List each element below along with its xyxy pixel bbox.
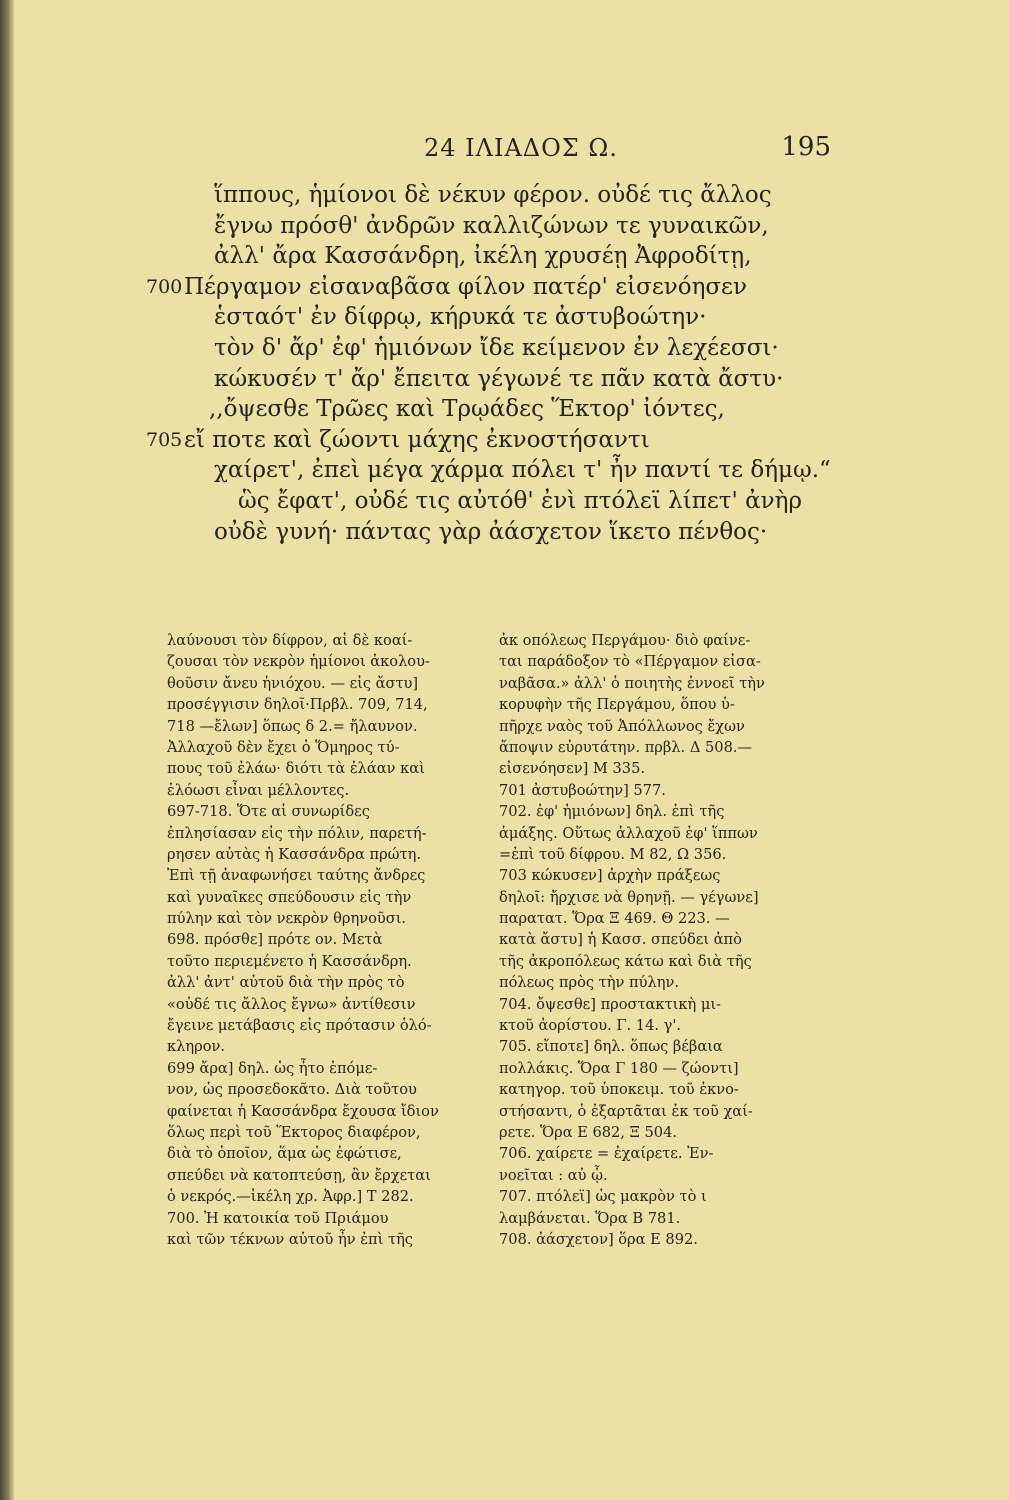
- commentary-line: ρησεν αὐτὰς ἡ Κασσάνδρα πρώτη.: [167, 845, 422, 863]
- commentary-line: ἁμάξης. Οὕτως ἀλλαχοῦ ἐφ' ἵππων: [499, 824, 758, 842]
- page-edge: [0, 0, 14, 1500]
- commentary-line: κατηγορ. τοῦ ὑποκειμ. τοῦ ἐκνο-: [499, 1081, 739, 1099]
- verse-line: [154, 211, 854, 242]
- commentary-line: στήσαντι, ὁ ἐξαρτᾶται ἐκ τοῦ χαί-: [499, 1102, 753, 1120]
- commentary-line: κατὰ ἄστυ] ἡ Κασσ. σπεύδει ἀπὸ: [499, 931, 742, 949]
- page-header: [134, 134, 839, 174]
- verse-line: [154, 302, 854, 333]
- commentary-line: =ἐπὶ τοῦ δίφρου. Μ 82, Ω 356.: [499, 845, 727, 863]
- commentary-line: τοῦτο περιεμένετο ἡ Κασσάνδρη.: [167, 952, 412, 970]
- commentary-line: 707. πτόλεϊ] ὡς μακρὸν τὸ ι: [499, 1188, 707, 1206]
- commentary-line: λαμβάνεται. Ὅρα Β 781.: [499, 1209, 681, 1227]
- verse-block: [146, 180, 854, 547]
- commentary-line: Ἀλλαχοῦ δὲν ἔχει ὁ Ὅμηρος τύ-: [167, 738, 400, 756]
- verse-text: εἴ ποτε καὶ ζώοντι μάχης ἐκνοστήσαντι: [184, 426, 650, 453]
- verse-text: ἀλλ' ἄρα Κασσάνδρη, ἰκέλη χρυσέῃ Ἀφροδίτῃ,: [214, 243, 752, 270]
- verse-text: κώκυσέν τ' ἄρ' ἔπειτα γέγωνέ τε πᾶν κατὰ ἄστυ·: [214, 365, 784, 392]
- commentary-line: 703 κώκυσεν] ἀρχὴν πράξεως: [499, 867, 721, 885]
- verse-text: χαίρετ', ἐπεὶ μέγα χάρμα πόλει τ' ἦν παντί τε δήμῳ.“: [214, 457, 831, 484]
- commentary-line: διὰ τὸ ὁποῖον, ἅμα ὡς ἐφώτισε,: [167, 1145, 402, 1163]
- commentary-line: «οὐδέ τις ἄλλος ἔγνω» ἀντίθεσιν: [167, 995, 416, 1013]
- commentary-line: ὁ νεκρός.—ἰκέλη χρ. Ἀφρ.] Τ 282.: [167, 1188, 414, 1206]
- commentary-line: παρατατ. Ὅρα Ξ 469. Θ 223. —: [499, 910, 730, 928]
- verse-line: [154, 241, 854, 272]
- commentary-line: 705. εἴποτε] δηλ. ὅπως βέβαια: [499, 1038, 723, 1056]
- verse-text: ὣς ἔφατ', οὐδέ τις αὐτόθ' ἐνὶ πτόλεϊ λίπετ' ἀνὴρ: [238, 487, 802, 514]
- commentary-line: ται παράδοξον τὸ «Πέργαμον εἰσα-: [499, 653, 761, 671]
- commentary-line: καὶ τῶν τέκνων αὐτοῦ ἦν ἐπὶ τῆς: [167, 1230, 413, 1248]
- commentary-line: κτοῦ ἀορίστου. Γ. 14. γ'.: [499, 1017, 682, 1035]
- commentary-line: 698. πρόσθε] πρότε ον. Μετὰ: [167, 931, 383, 949]
- commentary-line: 708. ἀάσχετον] ὅρα Ε 892.: [499, 1230, 698, 1248]
- commentary-line: προσέγγισιν δηλοῖ·Πρβλ. 709, 714,: [167, 696, 428, 714]
- commentary-line: πύλην καὶ τὸν νεκρὸν θρηνοῦσι.: [167, 910, 407, 928]
- commentary-line: ἄποψιν εὐρυτάτην. πρβλ. Δ 508.—: [499, 738, 753, 756]
- commentary-right-column: [499, 630, 824, 1250]
- commentary-line: 700. Ἡ κατοικία τοῦ Πριάμου: [167, 1209, 389, 1227]
- commentary-line: καὶ γυναῖκες σπεύδουσιν εἰς τὴν: [167, 888, 412, 906]
- commentary-line: 697-718. Ὅτε αἱ συνωρίδες: [167, 803, 370, 821]
- commentary-line: πῆρχε ναὸς τοῦ Ἀπόλλωνος ἔχων: [499, 717, 745, 735]
- verse-text: ἔγνω πρόσθ' ἀνδρῶν καλλιζώνων τε γυναικῶν,: [214, 212, 769, 239]
- verse-text: τὸν δ' ἄρ' ἐφ' ἡμιόνων ἴδε κείμενον ἐν λεχέεσσι·: [214, 334, 779, 361]
- commentary-line: ἔγεινε μετάβασις εἰς πρότασιν ὁλό-: [167, 1017, 432, 1035]
- verse-line: [146, 272, 854, 303]
- commentary-line: ἐπλησίασαν εἰς τὴν πόλιν, παρετή-: [167, 824, 427, 842]
- commentary-line: Ἐπὶ τῇ ἀναφωνήσει ταύτης ἄνδρες: [167, 867, 426, 885]
- commentary-line: νοεῖται : αὐ ᾧ.: [499, 1166, 608, 1184]
- commentary-line: ἐλόωσι εἶναι μέλλοντες.: [167, 781, 350, 799]
- commentary-line: 704. ὄψεσθε] προστακτικὴ μι-: [499, 995, 721, 1013]
- page-number: 195: [781, 132, 831, 162]
- verse-line: [154, 394, 854, 425]
- commentary-line: ναβᾶσα.» ἀλλ' ὁ ποιητὴς ἐννοεῖ τὴν: [499, 674, 765, 692]
- verse-line: [154, 486, 854, 517]
- commentary-line: 701 ἀστυβοώτην] 577.: [499, 781, 666, 799]
- commentary-line: 706. χαίρετε = ἐχαίρετε. Ἐν-: [499, 1145, 714, 1163]
- book-page: [14, 0, 1009, 1500]
- commentary-line: πους τοῦ ἐλάω· διότι τὰ ἐλάαν καὶ: [167, 760, 425, 778]
- commentary-line: πόλεως πρὸς τὴν πύλην.: [499, 974, 679, 992]
- commentary-line: νον, ὡς προσεδοκᾶτο. Διὰ τοῦτου: [167, 1081, 417, 1099]
- verse-text: ἑσταότ' ἐν δίφρῳ, κήρυκά τε ἀστυβοώτην·: [214, 304, 707, 331]
- verse-text: οὐδὲ γυνή· πάντας γὰρ ἀάσχετον ἵκετο πένθος·: [214, 518, 768, 545]
- verse-text: ,,ὄψεσθε Τρῶες καὶ Τρῳάδες Ἕκτορ' ἰόντες,: [209, 396, 725, 423]
- commentary-line: πολλάκις. Ὅρα Γ 180 — ζώοντι]: [499, 1059, 739, 1077]
- verse-text: ἵππους, ἡμίονοι δὲ νέκυν φέρον. οὐδέ τις ἄλλος: [214, 182, 772, 208]
- commentary-line: 702. ἐφ' ἡμιόνων] δηλ. ἐπὶ τῆς: [499, 803, 725, 821]
- verse-line: [146, 425, 854, 456]
- verse-line: [154, 517, 854, 548]
- commentary-left-column: [167, 630, 485, 1250]
- commentary-line: ρετε. Ὅρα Ε 682, Ξ 504.: [499, 1123, 678, 1141]
- commentary-line: ἀλλ' ἀντ' αὐτοῦ διὰ τὴν πρὸς τὸ: [167, 974, 405, 992]
- commentary-line: τῆς ἀκροπόλεως κάτω καὶ διὰ τῆς: [499, 952, 752, 970]
- commentary-line: κορυφὴν τῆς Περγάμου, ὅπου ὑ-: [499, 696, 735, 714]
- verse-line: [154, 180, 854, 211]
- verse-text: Πέργαμον εἰσαναβᾶσα φίλον πατέρ' εἰσενόησεν: [184, 273, 747, 300]
- verse-number: 700: [146, 275, 183, 298]
- verse-line: [154, 455, 854, 486]
- verse-line: [154, 364, 854, 395]
- running-title: 24 ΙΛΙΑΔΟΣ Ω.: [424, 134, 618, 162]
- commentary-line: σπεύδει νὰ κατοπτεύσῃ, ἂν ἔρχεται: [167, 1166, 431, 1184]
- commentary-line: ἀκ οπόλεως Περγάμου· διὸ φαίνε-: [499, 632, 751, 649]
- commentary-line: θοῦσιν ἄνευ ἡνιόχου. — εἰς ἄστυ]: [167, 674, 419, 692]
- commentary-line: δηλοῖ: ἤρχισε νὰ θρηνῇ. — γέγωνε]: [499, 888, 759, 906]
- commentary-line: 699 ἄρα] δηλ. ὡς ἦτο ἑπόμε-: [167, 1059, 378, 1077]
- verse-line: [154, 333, 854, 364]
- commentary-line: κληρον.: [167, 1038, 225, 1056]
- commentary-line: λαύνουσι τὸν δίφρον, αἱ δὲ κοαί-: [167, 632, 413, 649]
- verse-number: 705: [146, 428, 183, 451]
- commentary-line: ὅλως περὶ τοῦ Ἕκτορος διαφέρον,: [167, 1123, 421, 1141]
- commentary-line: ζουσαι τὸν νεκρὸν ἡμίονοι ἀκολου-: [167, 653, 430, 671]
- commentary-line: εἰσενόησεν] Μ 335.: [499, 760, 646, 778]
- commentary-line: φαίνεται ἡ Κασσάνδρα ἔχουσα ἴδιον: [167, 1102, 439, 1120]
- commentary-line: 718 —ἔλων] ὅπως δ 2.= ἤλαυνον.: [167, 717, 418, 735]
